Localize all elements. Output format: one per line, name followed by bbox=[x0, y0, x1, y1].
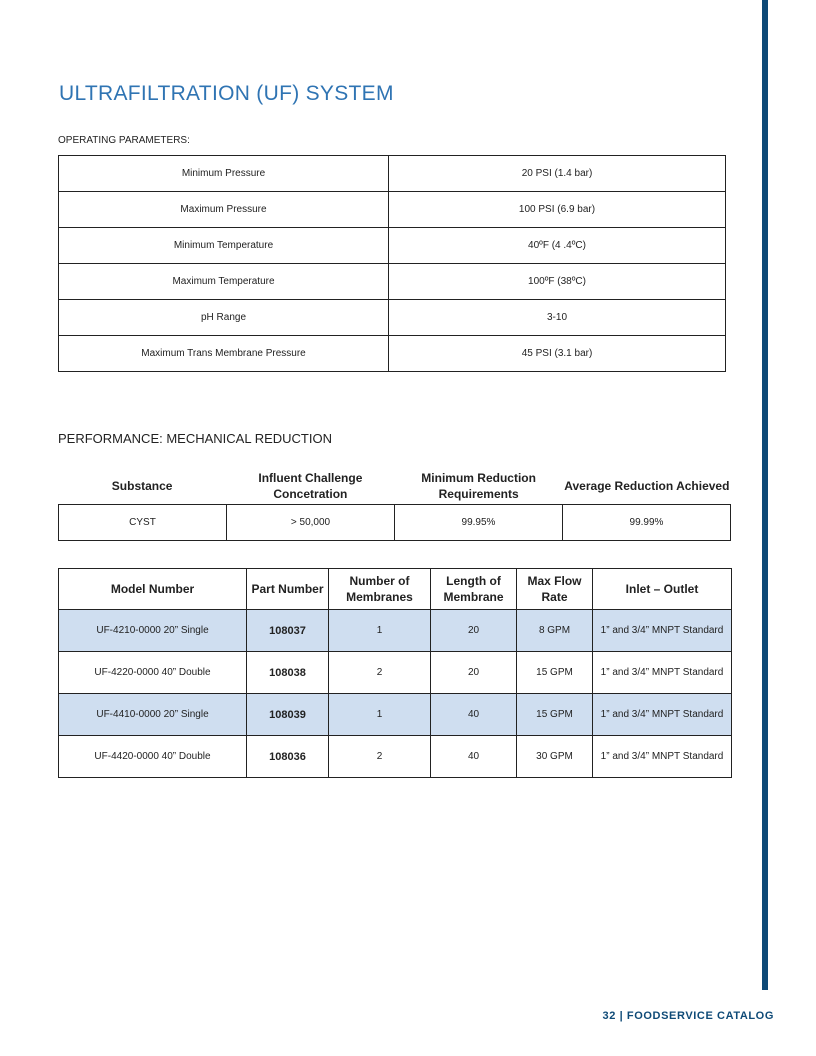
table-row bbox=[59, 336, 726, 372]
header-membranes: Number of Membranes bbox=[329, 569, 431, 610]
param-value: 20 PSI (1.4 bar) bbox=[389, 156, 726, 192]
model-cell: UF-4420-0000 40” Double bbox=[59, 736, 247, 778]
param-name: Maximum Pressure bbox=[59, 192, 389, 228]
influent-cell: > 50,000 bbox=[227, 505, 395, 541]
table-row bbox=[59, 156, 726, 192]
side-accent-bar bbox=[762, 0, 768, 990]
performance-label: PERFORMANCE: MECHANICAL REDUCTION bbox=[58, 431, 332, 446]
min-reduction-cell: 99.95% bbox=[395, 505, 563, 541]
avg-reduction-cell: 99.99% bbox=[563, 505, 731, 541]
membranes-cell: 2 bbox=[329, 652, 431, 694]
header-inlet-outlet: Inlet – Outlet bbox=[593, 569, 732, 610]
operating-parameters-table bbox=[58, 155, 726, 372]
param-name: Maximum Temperature bbox=[59, 264, 389, 300]
operating-parameters-label: OPERATING PARAMETERS: bbox=[58, 135, 190, 146]
performance-header bbox=[58, 468, 731, 504]
table-row bbox=[59, 192, 726, 228]
flow-cell: 30 GPM bbox=[517, 736, 593, 778]
substance-cell: CYST bbox=[59, 505, 227, 541]
param-name: Minimum Pressure bbox=[59, 156, 389, 192]
page-title: ULTRAFILTRATION (UF) SYSTEM bbox=[59, 82, 394, 105]
header-min-reduction: Minimum Reduction Requirements bbox=[421, 471, 536, 501]
header-avg-reduction: Average Reduction Achieved bbox=[564, 479, 730, 493]
param-value: 100 PSI (6.9 bar) bbox=[389, 192, 726, 228]
param-value: 100ºF (38ºC) bbox=[389, 264, 726, 300]
page-footer: 32 | FOODSERVICE CATALOG bbox=[602, 1010, 774, 1022]
flow-cell: 8 GPM bbox=[517, 610, 593, 652]
table-row bbox=[59, 228, 726, 264]
inlet-cell: 1” and 3/4” MNPT Standard bbox=[593, 610, 732, 652]
membranes-cell: 2 bbox=[329, 736, 431, 778]
membranes-cell: 1 bbox=[329, 610, 431, 652]
model-cell: UF-4210-0000 20” Single bbox=[59, 610, 247, 652]
membranes-cell: 1 bbox=[329, 694, 431, 736]
param-name: Minimum Temperature bbox=[59, 228, 389, 264]
param-value: 40ºF (4 .4ºC) bbox=[389, 228, 726, 264]
table-row bbox=[59, 736, 732, 778]
header-model-number: Model Number bbox=[59, 569, 247, 610]
part-cell: 108037 bbox=[247, 610, 329, 652]
part-cell: 108038 bbox=[247, 652, 329, 694]
header-influent: Influent Challenge Concetration bbox=[258, 471, 363, 501]
flow-cell: 15 GPM bbox=[517, 694, 593, 736]
table-header-row bbox=[59, 569, 732, 610]
param-name: pH Range bbox=[59, 300, 389, 336]
inlet-cell: 1” and 3/4” MNPT Standard bbox=[593, 652, 732, 694]
header-length: Length of Membrane bbox=[431, 569, 517, 610]
table-row bbox=[59, 694, 732, 736]
param-value: 45 PSI (3.1 bar) bbox=[389, 336, 726, 372]
header-substance: Substance bbox=[111, 479, 173, 493]
models-table bbox=[58, 568, 732, 778]
table-row bbox=[59, 264, 726, 300]
flow-cell: 15 GPM bbox=[517, 652, 593, 694]
performance-table bbox=[58, 504, 731, 541]
inlet-cell: 1” and 3/4” MNPT Standard bbox=[593, 736, 732, 778]
length-cell: 20 bbox=[431, 652, 517, 694]
table-row bbox=[59, 300, 726, 336]
inlet-cell: 1” and 3/4” MNPT Standard bbox=[593, 694, 732, 736]
part-cell: 108039 bbox=[247, 694, 329, 736]
param-name: Maximum Trans Membrane Pressure bbox=[59, 336, 389, 372]
length-cell: 40 bbox=[431, 694, 517, 736]
length-cell: 40 bbox=[431, 736, 517, 778]
header-flow: Max Flow Rate bbox=[517, 569, 593, 610]
param-value: 3-10 bbox=[389, 300, 726, 336]
table-row bbox=[59, 610, 732, 652]
part-cell: 108036 bbox=[247, 736, 329, 778]
header-part-number: Part Number bbox=[247, 569, 329, 610]
table-row bbox=[59, 652, 732, 694]
model-cell: UF-4220-0000 40” Double bbox=[59, 652, 247, 694]
model-cell: UF-4410-0000 20” Single bbox=[59, 694, 247, 736]
length-cell: 20 bbox=[431, 610, 517, 652]
table-row bbox=[59, 505, 731, 541]
